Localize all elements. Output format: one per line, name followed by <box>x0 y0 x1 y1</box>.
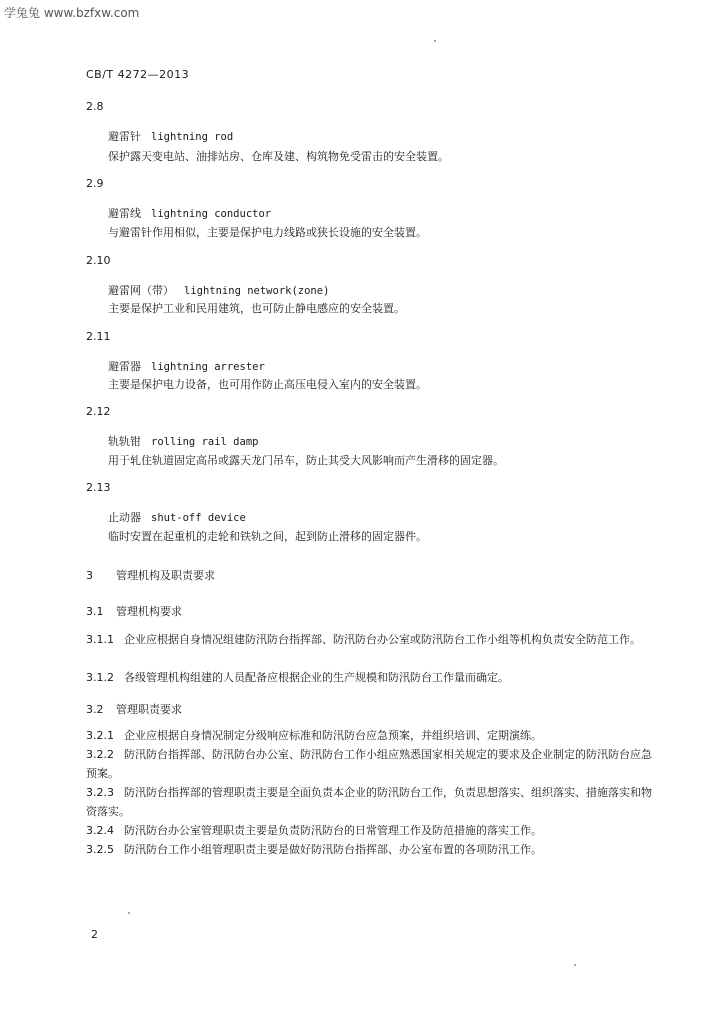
standard-code: CB/T 4272—2013 <box>86 68 190 81</box>
term-definition: 主要是保护电力设备，也可用作防止高压电侵入室内的安全装置。 <box>108 378 427 391</box>
scan-speck <box>434 40 436 42</box>
term-zh: 避雷针 <box>108 130 141 143</box>
scan-speck <box>128 912 130 914</box>
term-zh: 避雷线 <box>108 207 141 220</box>
paragraph-text: 防汛防台指挥部、防汛防台办公室、防汛防台工作小组应熟悉国家相关规定的要求及企业制定的防汛防台应急预案。 <box>86 748 652 780</box>
watermark: 学兔兔 www.bzfxw.com <box>4 6 140 20</box>
term-zh: 止动器 <box>108 511 141 524</box>
paragraph <box>86 745 656 783</box>
term-definition: 主要是保护工业和民用建筑，也可防止静电感应的安全装置。 <box>108 302 405 315</box>
clause-number: 2.13 <box>86 481 111 494</box>
subsection-title: 管理职责要求 <box>116 703 182 716</box>
term-en: shut-off device <box>151 512 246 524</box>
section-number: 3 <box>86 569 93 582</box>
subsection-number: 3.1 <box>86 605 104 618</box>
paragraph-number: 3.2.1 <box>86 729 114 742</box>
subsection-number: 3.2 <box>86 703 104 716</box>
term-entry <box>108 128 233 144</box>
term-en: lightning conductor <box>151 208 272 220</box>
paragraph <box>86 840 656 859</box>
term-en: lightning arrester <box>151 361 265 373</box>
paragraph <box>86 821 656 840</box>
term-en: lightning rod <box>151 131 234 143</box>
term-definition: 临时安置在起重机的走轮和铁轨之间，起到防止滑移的固定器件。 <box>108 530 427 543</box>
term-definition: 与避雷针作用相似，主要是保护电力线路或狭长设施的安全装置。 <box>108 226 427 239</box>
subsection-heading <box>86 603 182 619</box>
page-number: 2 <box>91 928 98 941</box>
paragraph-text: 防汛防台工作小组管理职责主要是做好防汛防台指挥部、办公室布置的各项防汛工作。 <box>124 843 542 856</box>
paragraph-number: 3.2.3 <box>86 786 114 799</box>
clause-number: 2.8 <box>86 100 104 113</box>
subsection-title: 管理机构要求 <box>116 605 182 618</box>
paragraph <box>86 668 656 687</box>
term-definition: 保护露天变电站、油排站房、仓库及建、构筑物免受雷击的安全装置。 <box>108 150 449 163</box>
paragraph-text: 企业应根据自身情况制定分级响应标准和防汛防台应急预案，并组织培训、定期演练。 <box>124 729 542 742</box>
term-entry <box>108 205 271 221</box>
term-definition: 用于轧住轨道固定高吊或露天龙门吊车，防止其受大风影响而产生滑移的固定器。 <box>108 454 504 467</box>
paragraph-number: 3.2.2 <box>86 748 114 761</box>
paragraph-number: 3.1.2 <box>86 671 114 684</box>
clause-number: 2.12 <box>86 405 111 418</box>
paragraph-text: 防汛防台指挥部的管理职责主要是全面负责本企业的防汛防台工作，负责思想落实、组织落实、措施落实和物资落实。 <box>86 786 652 818</box>
paragraph <box>86 630 656 649</box>
paragraph-text: 企业应根据自身情况组建防汛防台指挥部、防汛防台办公室或防汛防台工作小组等机构负责安全防范工作。 <box>124 633 641 646</box>
clause-number: 2.10 <box>86 254 111 267</box>
paragraph-text: 防汛防台办公室管理职责主要是负责防汛防台的日常管理工作及防范措施的落实工作。 <box>124 824 542 837</box>
paragraph-text: 各级管理机构组建的人员配备应根据企业的生产规模和防汛防台工作量而确定。 <box>124 671 509 684</box>
term-entry <box>108 433 258 449</box>
term-zh: 避雷网（带） <box>108 284 174 297</box>
term-en: lightning network(zone) <box>184 285 330 297</box>
term-zh: 轨轨钳 <box>108 435 141 448</box>
term-entry <box>108 282 329 298</box>
term-entry <box>108 509 246 525</box>
paragraph <box>86 726 656 745</box>
clause-number: 2.9 <box>86 177 104 190</box>
section-title: 管理机构及职责要求 <box>116 569 215 582</box>
subsection-heading <box>86 701 182 717</box>
paragraph <box>86 783 656 821</box>
paragraph-number: 3.2.5 <box>86 843 114 856</box>
paragraph-number: 3.1.1 <box>86 633 114 646</box>
term-entry <box>108 358 265 374</box>
clause-number: 2.11 <box>86 330 111 343</box>
section-heading <box>86 567 215 583</box>
term-en: rolling rail damp <box>151 436 259 448</box>
scan-speck <box>574 964 576 966</box>
term-zh: 避雷器 <box>108 360 141 373</box>
paragraph-number: 3.2.4 <box>86 824 114 837</box>
